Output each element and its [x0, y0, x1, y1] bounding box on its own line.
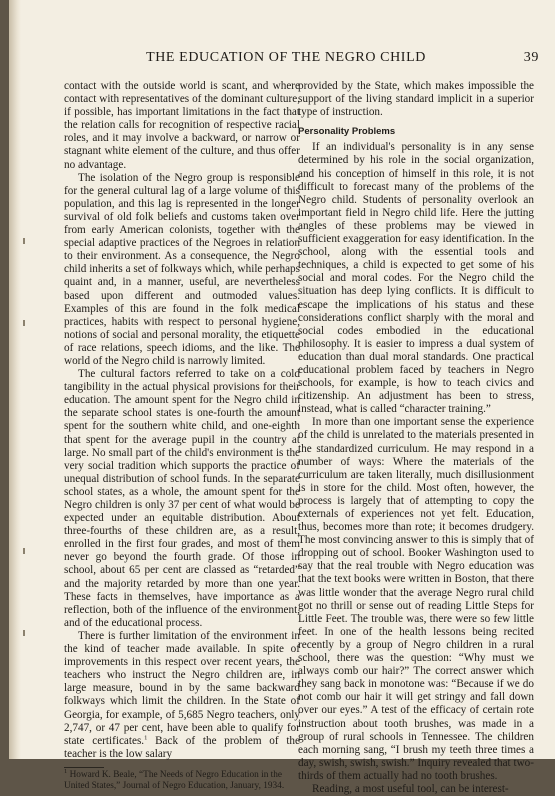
running-title: THE EDUCATION OF THE NEGRO CHILD: [146, 50, 426, 65]
paragraph: provided by the State, which makes impossible the support of the living standard implicit in a superior type of instruction.: [298, 80, 534, 119]
paragraph: If an individual's personality is in any sense determined by his role in the social organization, and his conception of himself in this role, it is not difficult to forecast many of the problems of the Negro child. Students of personality overlook an important field in Negro child life. Here the jutting angles of these problems may be viewed in sufficient exaggeration for easy identification. In the school, along with the essential tools and techniques, a child is expected to get some of his social and moral codes. For the Negro child the situation has deep lying conflicts. It is difficult to escape the implications of his status and these considerations conflict sharply with the moral and social codes embodied in the educational philosophy. It is easier to impress a dual system of education than dual moral standards. One practical educational problem faced by teachers in Negro schools, for example, is how to teach civics and citizenship. An adjustment has been to stress, instead, what is called “character training.”: [298, 141, 534, 416]
paragraph: Reading, a most useful tool, can be interest-: [312, 782, 509, 795]
paragraph: contact with the outside world is scant, and where contact with representatives of the dominant culture, if possible, has important limitations in the fact that the relation calls for recognition of respective racial roles, and it may involve a backward, or narrow or stagnant white element of the culture, and thus offer no advantage.: [64, 80, 300, 171]
paragraph: In more than one important sense the experience of the child is unrelated to the materials presented in the standardized curriculum. He may respond in a number of ways: Where the materials of the curriculum are taken literally, much disillusionment is in store for the child. Most often, however, the process is largely that of attempting to copy the externals of experiences not yet felt. Education, thus, becomes more than rote; it becomes drudgery. The most convincing answer to this is simply that of dropping out of school. Booker Washington used to say that the real trouble with Negro education was that the text books were written in Boston, that there was little wonder that the average Negro rural child got no thrill or sense out of reading Little Steps for Little Feet. The trouble was, there were so few little feet. In one of the health lessons being recited recently by a group of Negro children in a rural school, there was the question: “Why must we always comb our hair?” The correct answer which they sang back in monotone was: “Because if we do not comb our hair it will get stringy and fall down over our eyes.” A test of the efficacy of certain rote instruction about tooth brushes, was made in a group of rural schools in Tennessee. The children each morning sang, “I brush my teeth three times a day, swish, swish, swish.” Inquiry revealed that two-thirds of them actually had no tooth brushes.: [298, 416, 534, 782]
paragraph: The isolation of the Negro group is responsible for the general cultural lag of a large volume of this population, and this lag is represented in the longer survival of old folk beliefs and customs taken over from early American colonists, together with the special adaptive practices of the Negroes in relation to their environment. As a consequence, the Negro child inherits a set of folkways which, while perhaps quaint and, in a manner, useful, are nevertheless based upon different and outmoded values. Examples of this are found in the folk medical practices, habits with respect to personal hygiene, notions of social and personal morality, the etiquette of race relations, speech idioms, and the like. The world of the Negro child is narrowly limited.: [64, 171, 300, 367]
paragraph-text-end: Back of the problem of the teacher is the low salary: [64, 734, 300, 760]
running-header: [29, 50, 543, 70]
footnote-number: 1: [64, 767, 68, 775]
section-heading: Personality Problems: [298, 126, 396, 138]
paragraph: The cultural factors referred to take on a cold tangibility in the actual physical provisions for their education. The amount spent for the Negro child in the separate school states is one-fourth the amount spent for the southern white child, and one-eighth that spent for the average pupil in the country at large. No small part of the child's environment is the very social tradition which supports the practice of unequal distribution of school funds. In the separate school states, as a whole, the amount spent for the Negro children is only 37 per cent of what would be expected under an equitable distribution. About three-fourths of these children are, as a result, enrolled in the first four grades, and most of them never go beyond the fourth grade. Of those in school, about 65 per cent are classed as “retarded” and the majority retarded by more than one year. These facts in themselves, have importance as a reflection, both of the influence of the environment, and of the educational process.: [64, 368, 300, 629]
footnote-text: Howard K. Beale, “The Needs of Negro Education in the United States,” Journal of Negro Education, January, 1934.: [64, 769, 285, 791]
paragraph: [64, 630, 300, 761]
left-column: [64, 80, 300, 792]
page-number: 39: [523, 50, 539, 65]
footnote-divider: [64, 767, 104, 768]
right-column: [298, 80, 534, 796]
footnote-reference: 1: [144, 733, 148, 741]
page-spine-shadow: [9, 0, 21, 759]
book-page: [9, 0, 555, 795]
paragraph-text: There is further limitation of the environment in the kind of teacher made available. In spite of improvements in this respect over recent years, the teachers who instruct the Negro children are, in large measure, bound in by the same backward folkways which limit the children. In the State of Georgia, for example, of 5,685 Negro teachers, only 2,747, or 47 per cent, have been able to qualify for state certificates.: [64, 629, 300, 747]
footnote: [64, 767, 300, 792]
